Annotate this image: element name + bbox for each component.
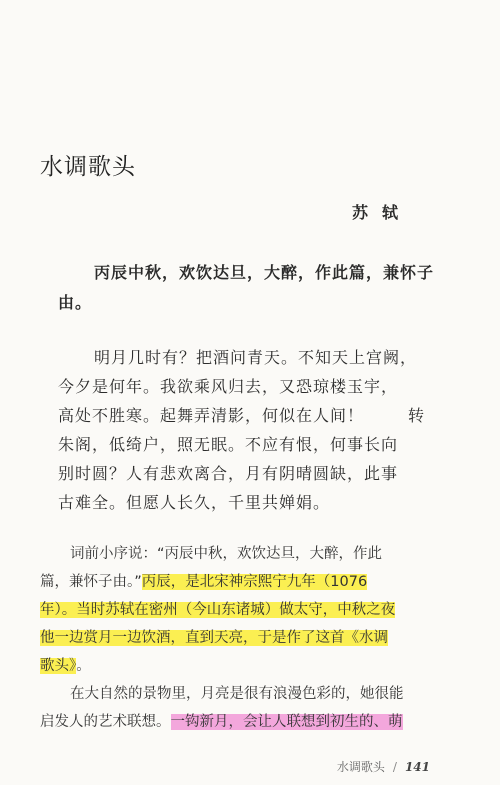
poem-line: 古难全。但愿人长久，千里共婵娟。: [58, 493, 331, 512]
yellow-highlight: 歌头》: [40, 658, 77, 674]
poem-title: 水调歌头: [40, 154, 136, 180]
running-header: 水调歌头: [336, 760, 385, 774]
commentary-text: 篇，兼怀子由。”: [40, 574, 142, 590]
poem-line: 明月几时有？把酒问青天。不知天上宫阙，: [94, 348, 418, 367]
commentary-text: 。: [76, 658, 91, 674]
commentary-line: [40, 568, 460, 596]
poem-line-text: 转: [408, 406, 426, 425]
commentary-line: [40, 652, 460, 680]
page-number: 141: [404, 760, 430, 774]
poem-preface: 丙辰中秋，欢饮达旦，大醉，作此篇，兼怀子由。: [58, 263, 435, 312]
poem-line: 今夕是何年。我欲乘风归去，又恐琼楼玉宇，: [58, 377, 399, 396]
poem-author: 苏轼: [351, 203, 412, 222]
yellow-highlight: 丙辰，是北宋神宗熙宁九年（1076: [141, 574, 368, 590]
page-footer: [337, 758, 430, 775]
yellow-highlight: 年）。: [40, 602, 77, 618]
footer-slash: /: [392, 760, 397, 774]
poem-line: 朱阁，低绮户，照无眠。不应有恨，何事长向: [58, 435, 399, 454]
yellow-highlight: 他一边赏月一边饮酒，直到天亮，于是作了这首《水调: [40, 630, 388, 646]
poem-line-text: 高处不胜寒。起舞弄清影，何似在人间！: [58, 406, 365, 425]
yellow-highlight: 当时苏轼在密州（今山东诸城）做太守，中秋之夜: [76, 602, 396, 618]
poem-line: [58, 401, 458, 430]
poem-line: 别时圆？人有悲欢离合，月有阴晴圆缺，此事: [58, 464, 399, 483]
commentary-line: [40, 596, 460, 624]
commentary-line: [40, 624, 460, 652]
commentary-line: [40, 708, 460, 736]
commentary-line: 在大自然的景物里，月亮是很有浪漫色彩的，她很能: [70, 686, 404, 702]
commentary: [40, 540, 460, 736]
pink-highlight: 一钩新月，会让人联想到初生的、萌: [170, 714, 403, 730]
commentary-line: 词前小序说：“丙辰中秋，欢饮达旦，大醉，作此: [70, 546, 383, 562]
commentary-text: 启发人的艺术联想。: [40, 714, 171, 730]
poem-body: [58, 343, 458, 517]
